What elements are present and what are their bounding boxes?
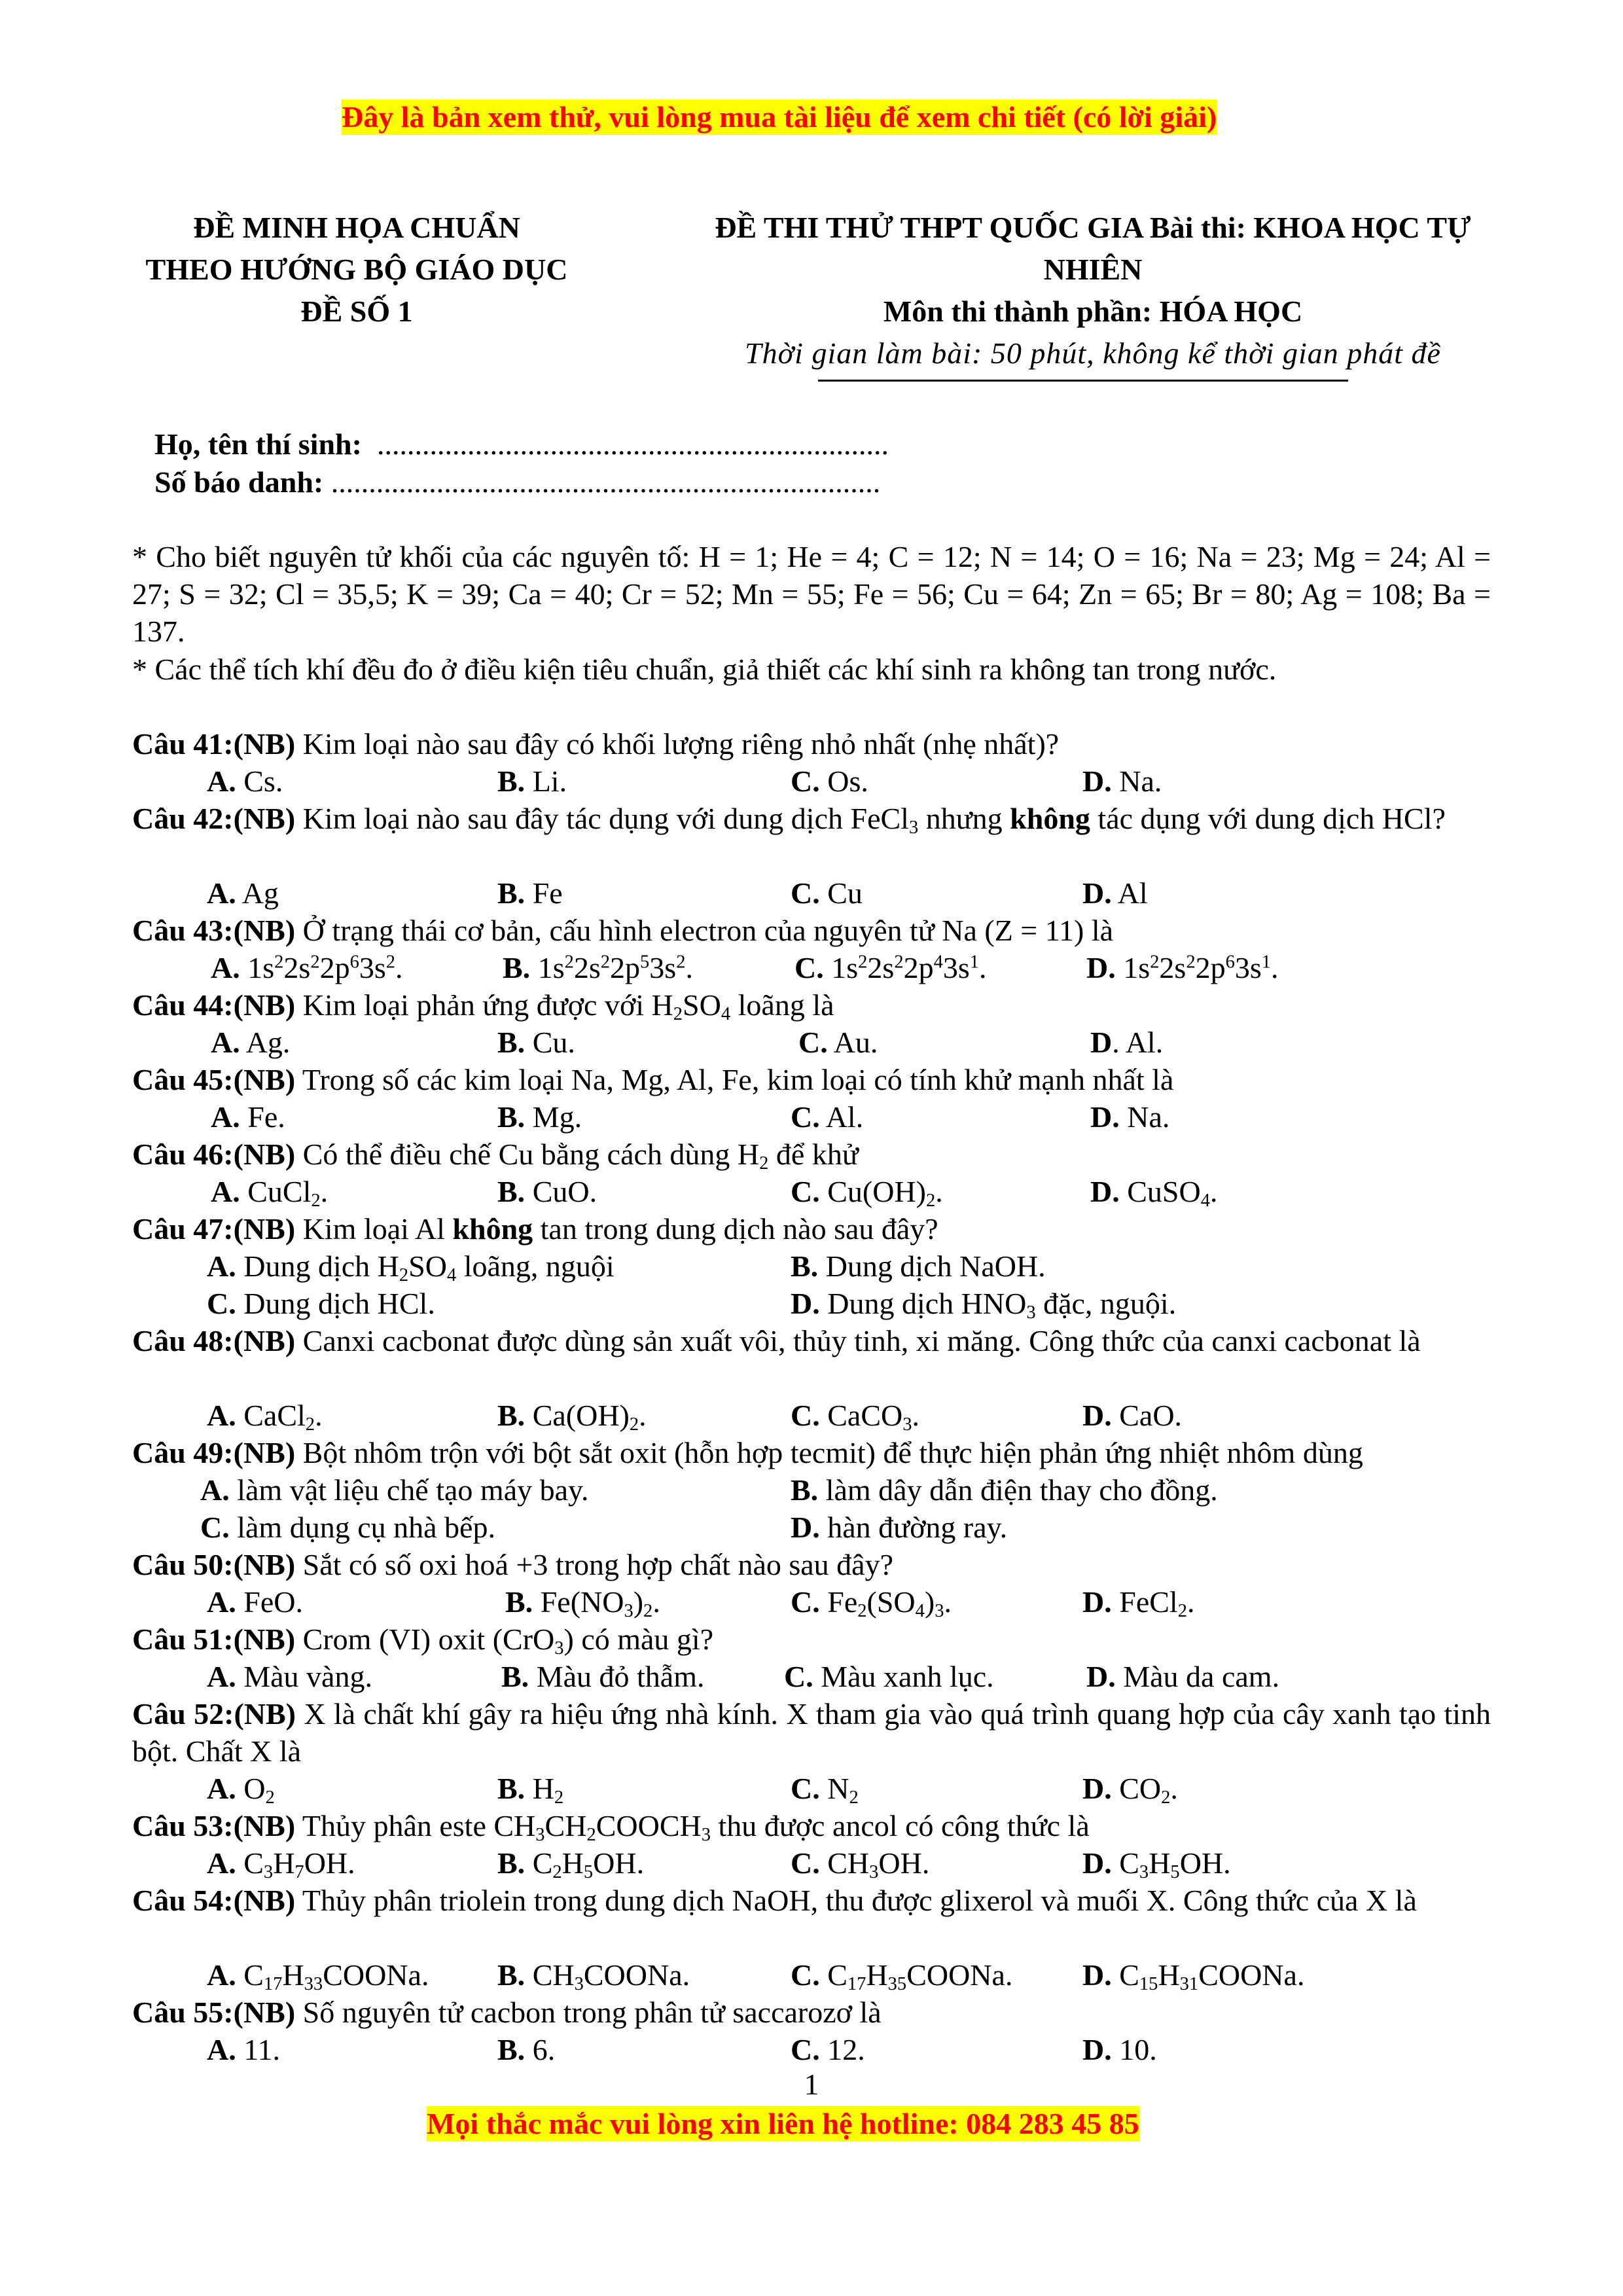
q51-option-c[interactable]: C. Màu xanh lục. (784, 1660, 994, 1693)
q44-option-c[interactable]: C. Au. (798, 1026, 878, 1059)
q55-option-d[interactable]: D. 10. (1082, 2033, 1157, 2066)
q42-option-d[interactable]: D. Al (1082, 876, 1148, 910)
header-left-line2: THEO HƯỚNG BỘ GIÁO DỤC (145, 253, 568, 286)
q55-option-a[interactable]: A. 11. (207, 2033, 281, 2066)
candidate-name-field[interactable]: .................................................................... (376, 427, 889, 461)
q47-option-c[interactable]: C. Dung dịch HCl. (207, 1287, 435, 1320)
header-right-line3: Môn thi thành phần: HÓA HỌC (883, 295, 1303, 328)
question-52: Câu 52:(NB) X là chất khí gây ra hiệu ứng nhà kính. X tham gia vào quá trình quang hợp của cây xanh tạo tinh bột. Chất X là (132, 1697, 1491, 1768)
q53-option-d[interactable]: D. $C_3H_5OH$. (1082, 1846, 1231, 1883)
q52-option-c[interactable]: C. $N_2$ (791, 1772, 859, 1808)
q53-option-a[interactable]: A. $C_3H_7OH$. (207, 1846, 355, 1883)
exam-header-left (105, 207, 609, 332)
q45-option-c[interactable]: C. Al. (791, 1100, 864, 1134)
q45-option-b[interactable]: B. Mg. (497, 1100, 582, 1134)
candidate-name-label: Họ, tên thí sinh: (154, 427, 362, 461)
page-number: 1 (804, 2068, 819, 2101)
header-left-line3: ĐỀ SỐ 1 (300, 295, 413, 328)
q46-option-b[interactable]: B. CuO. (497, 1175, 597, 1208)
exam-header-right (654, 207, 1531, 374)
q54-option-d[interactable]: D. $C_{15}H_{31}COONa$. (1082, 1958, 1305, 1995)
q46-option-a[interactable]: A. CuCl$_2$. (211, 1175, 329, 1211)
q47-option-b[interactable]: B. Dung dịch NaOH. (791, 1249, 1046, 1283)
candidate-id-line (154, 463, 880, 501)
q54-option-a[interactable]: A. $C_{17}H_{33}COONa$. (207, 1958, 429, 1995)
q44-option-d[interactable]: D. Al. (1090, 1026, 1164, 1059)
q51-option-b[interactable]: B. Màu đỏ thẫm. (501, 1660, 705, 1693)
question-48: Câu 48:(NB) Canxi cacbonat được dùng sản xuất vôi, thủy tinh, xi măng. Công thức của canxi cacbonat là (132, 1324, 1421, 1357)
exam-duration: Thời gian làm bài: 50 phút, không kể thời gian phát đề (745, 336, 1441, 370)
q49-option-c[interactable]: C. làm dụng cụ nhà bếp. (200, 1511, 495, 1544)
question-42: Câu 42:(NB) Kim loại nào sau đây tác dụng với dung dịch FeCl$_3$ nhưng không tác dụng với dung dịch HCl? (132, 802, 1446, 838)
question-43: Câu 43:(NB) Ở trạng thái cơ bản, cấu hình electron của nguyên tử Na (Z = 11) là (132, 914, 1114, 947)
q48-option-b[interactable]: B. $Ca(OH)_2$. (497, 1399, 647, 1435)
q55-option-b[interactable]: B. 6. (497, 2033, 556, 2066)
q46-option-d[interactable]: D. CuSO$_4$. (1090, 1175, 1218, 1211)
q42-option-c[interactable]: C. Cu (791, 876, 863, 910)
hotline-banner: Mọi thắc mắc vui lòng xin liên hệ hotline: 084 283 45 85 (427, 2107, 1139, 2140)
q51-option-d[interactable]: D. Màu da cam. (1086, 1660, 1280, 1693)
q54-option-c[interactable]: C. $C_{17}H_{35}COONa$. (791, 1958, 1013, 1995)
q42-option-a[interactable]: A. Ag (207, 876, 279, 910)
q47-option-d[interactable]: D. Dung dịch $HNO_3$ đặc, nguội. (791, 1287, 1177, 1323)
q51-option-a[interactable]: A. Màu vàng. (207, 1660, 372, 1693)
question-45: Câu 45:(NB) Trong số các kim loại Na, Mg, Al, Fe, kim loại có tính khử mạnh nhất là (132, 1063, 1174, 1096)
preview-banner: Đây là bản xem thử, vui lòng mua tài liệu để xem chi tiết (có lời giải) (342, 100, 1217, 134)
q49-option-b[interactable]: B. làm dây dẫn điện thay cho đồng. (791, 1473, 1218, 1507)
candidate-id-label: Số báo danh: (154, 465, 324, 499)
q54-option-b[interactable]: B. $CH_3COONa$. (497, 1958, 690, 1995)
header-right-line2: NHIÊN (1043, 253, 1143, 286)
header-underline (818, 380, 1348, 382)
question-44: Câu 44:(NB) Kim loại phản ứng được với $H_2SO_4$ loãng là (132, 988, 834, 1025)
q50-option-c[interactable]: C. $Fe_2(SO_4)_3$. (791, 1585, 952, 1622)
q43-option-d[interactable]: D. $1s^22s^22p^63s^1$. (1086, 951, 1279, 984)
q45-option-d[interactable]: D. Na. (1090, 1100, 1170, 1134)
q41-option-c[interactable]: C. Os. (791, 764, 868, 798)
q48-option-a[interactable]: A. CaCl$_2$. (207, 1399, 323, 1435)
q43-option-c[interactable]: C. $1s^22s^22p^43s^1$. (794, 951, 987, 984)
q52-option-d[interactable]: D. $CO_2$. (1082, 1772, 1178, 1808)
question-51: Câu 51:(NB) Crom (VI) oxit (CrO$_3$) có màu gì? (132, 1623, 714, 1659)
question-50: Câu 50:(NB) Sắt có số oxi hoá +3 trong hợp chất nào sau đây? (132, 1548, 894, 1581)
q53-option-c[interactable]: C. $CH_3OH$. (791, 1846, 930, 1883)
header-right-line1: ĐỀ THI THỬ THPT QUỐC GIA Bài thi: KHOA HỌC TỰ (715, 211, 1471, 244)
q55-option-c[interactable]: C. 12. (791, 2033, 865, 2066)
candidate-id-field[interactable]: ......................................................................... (330, 465, 881, 499)
q47-option-a[interactable]: A. Dung dịch $H_2SO_4$ loãng, nguội (207, 1249, 615, 1286)
q50-option-a[interactable]: A. FeO. (207, 1585, 303, 1619)
q49-option-a[interactable]: A. làm vật liệu chế tạo máy bay. (200, 1473, 589, 1507)
atomic-mass-note: * Cho biết nguyên tử khối của các nguyên tố: H = 1; He = 4; C = 12; N = 14; O = 16; Na = 23; Mg = 24; Al = 27; S = 32; Cl = 35,5; K = 39; Ca = 40; Cr = 52; Mn = 55; Fe = 56; Cu = 64; Zn = 65; Br = 80; Ag = 108; Ba = 137. (132, 540, 1491, 648)
question-41 (132, 725, 1491, 762)
q45-option-a[interactable]: A. Fe. (211, 1100, 285, 1134)
q50-option-b[interactable]: B. $Fe(NO_3)_2$. (505, 1585, 660, 1622)
question-53: Câu 53:(NB) Thủy phân este $CH_3CH_2COOCH_3$ thu được ancol có công thức là (132, 1809, 1090, 1846)
question-46: Câu 46:(NB) Có thể điều chế Cu bằng cách dùng $H_2$ để khử (132, 1138, 859, 1174)
question-label: Câu 41:(NB) (132, 727, 296, 761)
q43-option-b[interactable]: B. $1s^22s^22p^53s^2$. (503, 951, 693, 984)
q44-option-a[interactable]: A. Ag. (211, 1026, 291, 1059)
header-left-line1: ĐỀ MINH HỌA CHUẨN (193, 211, 520, 244)
q43-option-a[interactable]: A. $1s^22s^22p^63s^2$. (211, 951, 403, 984)
q50-option-d[interactable]: D. FeCl$_2$. (1082, 1585, 1195, 1622)
q41-option-a[interactable]: A. Cs. (207, 764, 283, 798)
question-55: Câu 55:(NB) Số nguyên tử cacbon trong phân tử saccarozơ là (132, 1996, 882, 2029)
gas-volume-note: * Các thể tích khí đều đo ở điều kiện tiêu chuẩn, giả thiết các khí sinh ra không tan trong nước. (132, 653, 1277, 686)
q41-option-b[interactable]: B. Li. (497, 764, 567, 798)
q53-option-b[interactable]: B. $C_2H_5OH$. (497, 1846, 645, 1883)
q48-option-c[interactable]: C. CaCO$_3$. (791, 1399, 919, 1435)
q52-option-b[interactable]: B. $H_2$ (497, 1772, 564, 1808)
question-47: Câu 47:(NB) Kim loại Al không tan trong dung dịch nào sau đây? (132, 1212, 938, 1246)
question-54: Câu 54:(NB) Thủy phân triolein trong dung dịch NaOH, thu được glixerol và muối X. Công thức của X là (132, 1884, 1417, 1917)
q48-option-d[interactable]: D. CaO. (1082, 1399, 1183, 1432)
q42-option-b[interactable]: B. Fe (497, 876, 563, 910)
q49-option-d[interactable]: D. hàn đường ray. (791, 1511, 1008, 1544)
q44-option-b[interactable]: B. Cu. (497, 1026, 575, 1059)
q41-option-d[interactable]: D. Na. (1082, 764, 1162, 798)
question-text: Kim loại nào sau đây có khối lượng riêng nhỏ nhất (nhẹ nhất)? (295, 727, 1060, 761)
candidate-name-line (154, 425, 889, 463)
q52-option-a[interactable]: A. $O_2$ (207, 1772, 275, 1808)
question-49: Câu 49:(NB) Bột nhôm trộn với bột sắt oxit (hỗn hợp tecmit) để thực hiện phản ứng nhiệt nhôm dùng (132, 1436, 1363, 1469)
q46-option-c[interactable]: C. $Cu(OH)_2$. (791, 1175, 943, 1211)
